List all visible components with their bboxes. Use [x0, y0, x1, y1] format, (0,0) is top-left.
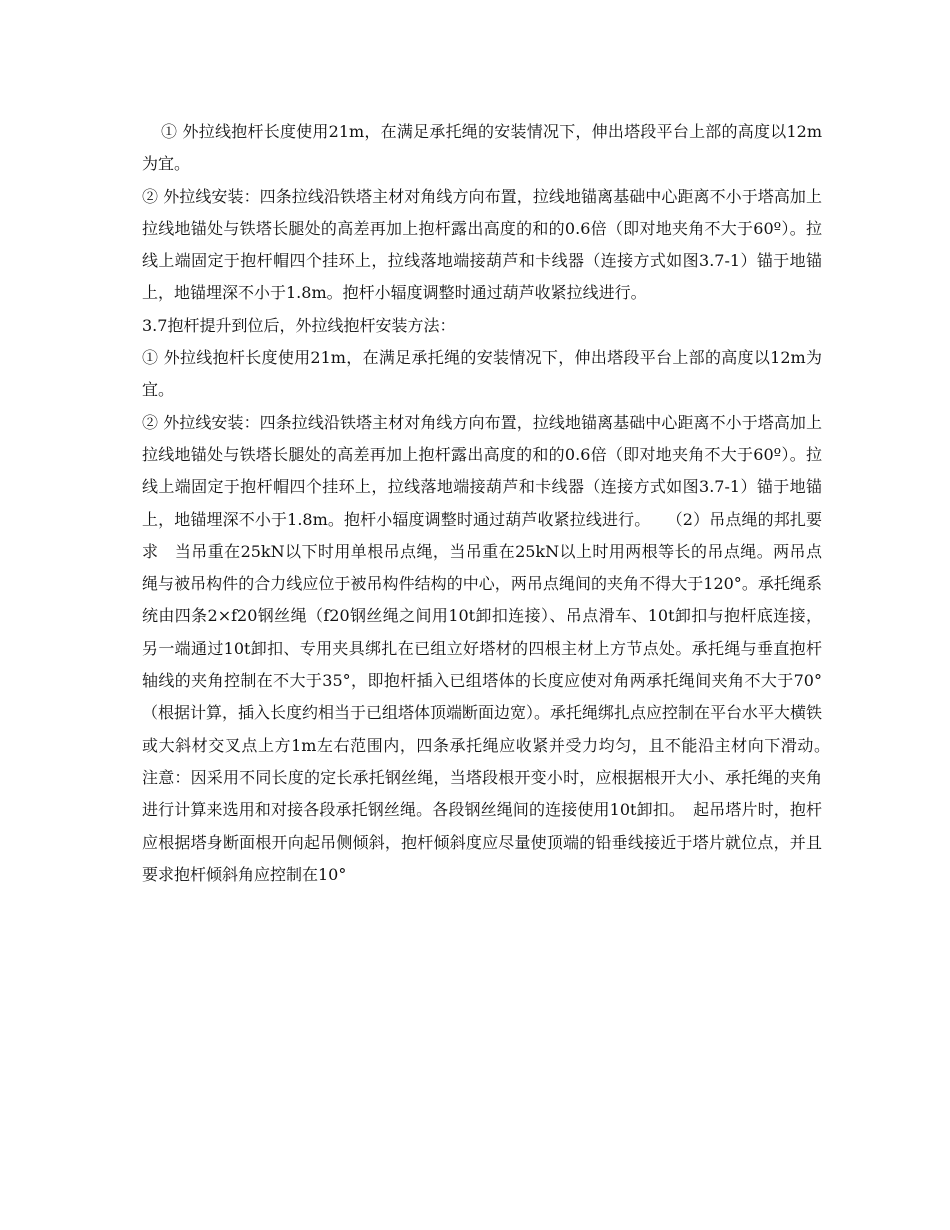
paragraph-1: ① 外拉线抱杆长度使用21m，在满足承托绳的安装情况下，伸出塔段平台上部的高度以12m为宜。: [142, 122, 822, 174]
paragraph-3: 3.7抱杆提升到位后，外拉线抱杆安装方法：: [142, 315, 456, 335]
paragraph-2: ② 外拉线安装：四条拉线沿铁塔主材对角线方向布置，拉线地锚离基础中心距离不小于塔高加上拉线地锚处与铁塔长腿处的高差再加上抱杆露出高度的和的0.6倍（即对地夹角不大于60º）。拉线上端固定于抱杆帽四个挂环上，拉线落地端接葫芦和卡线器（连接方式如图3.7-1）锚于地锚上，地锚埋深不小于1.8m。抱杆小辐度调整时通过葫芦收紧拉线进行。: [142, 186, 822, 303]
paragraph-5: ② 外拉线安装：四条拉线沿铁塔主材对角线方向布置，拉线地锚离基础中心距离不小于塔高加上拉线地锚处与铁塔长腿处的高差再加上抱杆露出高度的和的0.6倍（即对地夹角不大于60º）。拉线上端固定于抱杆帽四个挂环上，拉线落地端接葫芦和卡线器（连接方式如图3.7-1）锚于地锚上，地锚埋深不小于1.8m。抱杆小辐度调整时通过葫芦收紧拉线进行。 （2）吊点绳的邦扎要求 当吊重在25kN以下时用单根吊点绳，当吊重在25kN以上时用两根等长的吊点绳。两吊点绳与被吊构件的合力线应位于被吊构件结构的中心，两吊点绳间的夹角不得大于120°。承托绳系统由四条2×f20钢丝绳（f20钢丝绳之间用10t卸扣连接）、吊点滑车、10t卸扣与抱杆底连接，另一端通过10t卸扣、专用夹具绑扎在已组立好塔材的四根主材上方节点处。承托绳与垂直抱杆轴线的夹角控制在不大于35°，即抱杆插入已组塔体的长度应使对角两承托绳间夹角不大于70°（根据计算，插入长度约相当于已组塔体顶端断面边宽）。承托绳绑扎点应控制在平台水平大横铁或大斜材交叉点上方1m左右范围内，四条承托绳应收紧并受力均匀，且不能沿主材向下滑动。 注意：因采用不同长度的定长承托钢丝绳，当塔段根开变小时，应根据根开大小、承托绳的夹角进行计算来选用和对接各段承托钢丝绳。各段钢丝绳间的连接使用10t卸扣。 起吊塔片时，抱杆应根据塔身断面根开向起吊侧倾斜，抱杆倾斜度应尽量使顶端的铅垂线接近于塔片就位点，并且要求抱杆倾斜角应控制在10°: [142, 412, 839, 884]
paragraph-4: ① 外拉线抱杆长度使用21m，在满足承托绳的安装情况下，伸出塔段平台上部的高度以12m为宜。: [142, 348, 822, 400]
document-body: [142, 116, 839, 891]
